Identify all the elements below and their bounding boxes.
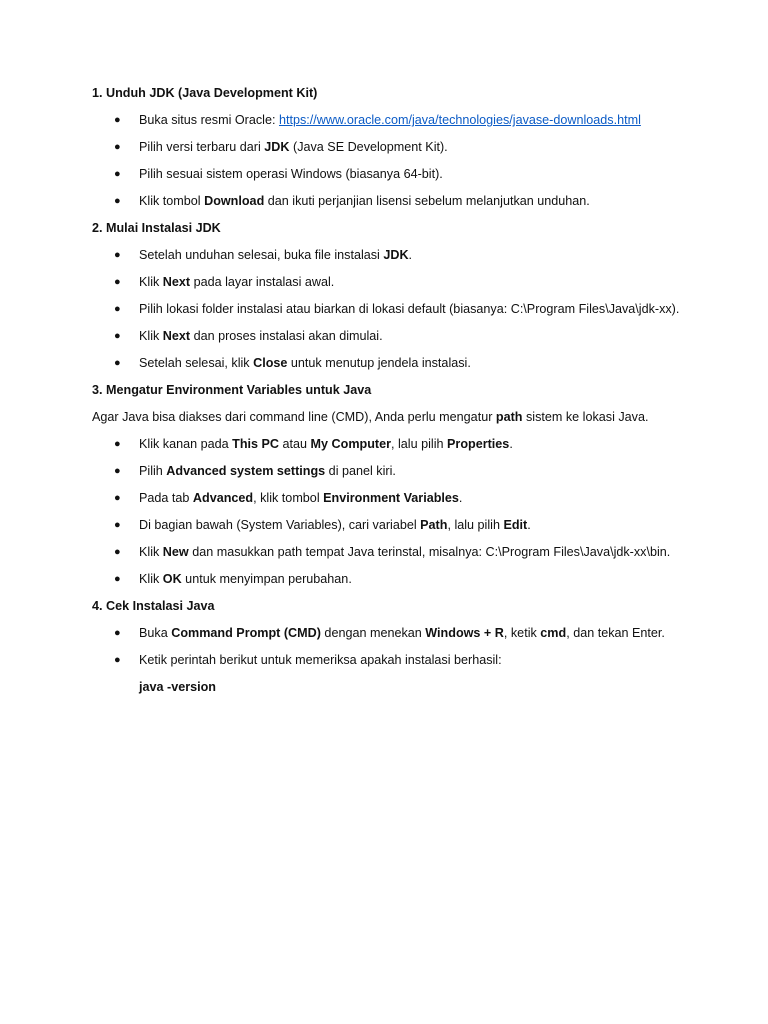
bullet-icon: ● [114,114,121,126]
bullet-icon: ● [114,168,121,180]
text-run: Klik kanan pada [139,437,233,451]
text-run: , klik tombol [253,491,324,505]
text-run: untuk menyimpan perubahan. [181,572,352,586]
bold-text: This PC [232,437,280,451]
bold-text: Next [162,275,191,289]
text-run: Klik [139,572,163,586]
text-run: dan proses instalasi akan dimulai. [190,329,383,343]
document-content [92,86,682,695]
bullet-icon: ● [114,276,121,288]
bullet-icon: ● [114,303,121,315]
section-heading: 1. Unduh JDK (Java Development Kit) [92,86,318,100]
bold-text: OK [162,572,182,586]
list-item [92,464,682,479]
bullet-icon: ● [114,654,121,666]
text-run: , ketik [503,626,541,640]
bullet-icon: ● [114,141,121,153]
text-run: , lalu pilih [447,518,504,532]
bullet-list [92,437,682,587]
bold-text: cmd [540,626,567,640]
text-run: Klik [139,545,163,559]
bullet-list [92,626,682,668]
list-item [92,248,682,263]
bold-text: path [495,410,523,424]
bold-text: Next [162,329,191,343]
text-run: Pilih versi terbaru dari [139,140,265,154]
list-item [92,545,682,560]
bullet-icon: ● [114,573,121,585]
bold-text: Download [204,194,265,208]
section-intro [92,410,682,425]
bullet-icon: ● [114,492,121,504]
text-run: Pilih sesuai sistem operasi Windows (biasanya 64-bit). [139,167,443,181]
bullet-icon: ● [114,546,121,558]
text-run: Setelah unduhan selesai, buka file instalasi [139,248,384,262]
text-run: Pada tab [139,491,193,505]
list-item [92,302,682,317]
list-item [92,356,682,371]
text-run: dengan menekan [320,626,426,640]
text-run: pada layar instalasi awal. [190,275,335,289]
bold-text: JDK [383,248,409,262]
text-run: di panel kiri. [325,464,396,478]
list-item [92,329,682,344]
list-item [92,518,682,533]
text-run: untuk menutup jendela instalasi. [287,356,471,370]
list-item [92,437,682,452]
bullet-icon: ● [114,249,121,261]
bullet-list [92,113,682,209]
bold-text: Advanced system settings [166,464,326,478]
bold-text: Edit [503,518,528,532]
bold-text: Command Prompt (CMD) [171,626,321,640]
bold-text: Advanced [192,491,254,505]
text-run: Klik [139,329,163,343]
bold-text: My Computer [310,437,391,451]
bold-text: Close [253,356,288,370]
list-item [92,626,682,641]
oracle-download-link[interactable]: https://www.oracle.com/java/technologies/javase-downloads.html [278,113,641,127]
list-item [92,167,682,182]
bullet-icon: ● [114,330,121,342]
section-heading: 4. Cek Instalasi Java [92,599,215,613]
text-run: Ketik perintah berikut untuk memeriksa apakah instalasi berhasil: [139,653,502,667]
text-run: , lalu pilih [391,437,448,451]
text-run: Klik [139,275,163,289]
bullet-icon: ● [114,357,121,369]
bullet-list [92,248,682,371]
text-run: (Java SE Development Kit). [289,140,448,154]
text-run: Agar Java bisa diakses dari command line (CMD), Anda perlu mengatur [92,410,496,424]
text-run: Setelah selesai, klik [139,356,254,370]
bold-text: Windows + R [425,626,504,640]
text-run: sistem ke lokasi Java. [522,410,649,424]
bullet-icon: ● [114,465,121,477]
section-heading: 2. Mulai Instalasi JDK [92,221,221,235]
list-item [92,572,682,587]
bold-text: Path [420,518,448,532]
text-run: Pilih [139,464,167,478]
list-item [92,113,682,128]
text-run: Klik tombol [139,194,205,208]
text-run: Di bagian bawah (System Variables), cari variabel [139,518,421,532]
text-run: . [527,518,531,532]
text-run: dan ikuti perjanjian lisensi sebelum melanjutkan unduhan. [264,194,590,208]
text-run: atau [279,437,311,451]
text-run: . [458,491,463,505]
bold-text: Properties [447,437,510,451]
command-text: java -version [139,680,217,694]
text-run: Buka situs resmi Oracle: [139,113,279,127]
bold-text: New [162,545,189,559]
text-run: Buka [139,626,172,640]
bold-text: JDK [264,140,290,154]
bold-text: Environment Variables [323,491,459,505]
bullet-icon: ● [114,438,121,450]
text-run: . [509,437,513,451]
text-run: , dan tekan Enter. [566,626,665,640]
bullet-icon: ● [114,519,121,531]
text-run: . [408,248,413,262]
text-run: Pilih lokasi folder instalasi atau biarkan di lokasi default (biasanya: C:\Program Files\Java\jdk-xx). [139,302,680,316]
text-run: dan masukkan path tempat Java terinstal, misalnya: C:\Program Files\Java\jdk-xx\bin. [188,545,671,559]
bullet-icon: ● [114,627,121,639]
list-item [92,140,682,155]
bullet-icon: ● [114,195,121,207]
list-item [92,194,682,209]
list-item [92,275,682,290]
list-item [92,491,682,506]
list-item [92,653,682,668]
section-heading: 3. Mengatur Environment Variables untuk Java [92,383,372,397]
